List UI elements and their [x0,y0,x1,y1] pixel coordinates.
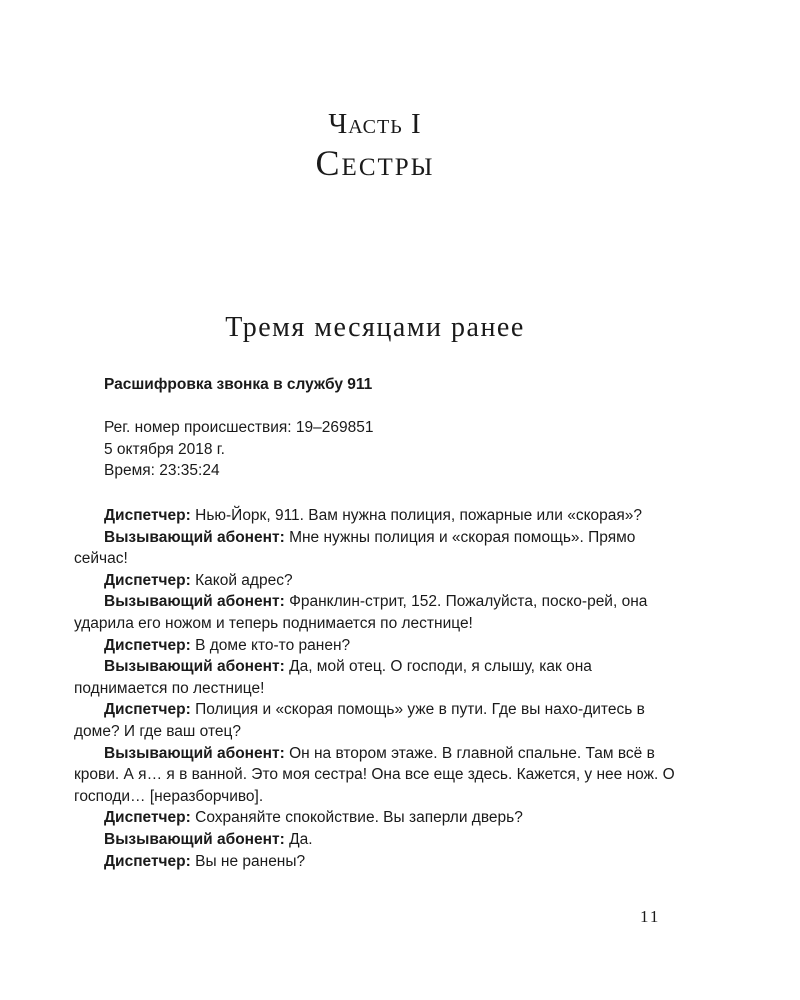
speaker: Вызывающий абонент: [104,830,285,848]
speaker: Вызывающий абонент: [104,593,285,611]
utterance: Мне нужны полиция и «скорая помощь». Прямо сейчас! [74,528,636,568]
incident-number: Рег. номер происшествия: 19–269851 [104,419,374,436]
transcript-meta [74,417,710,482]
utterance: Франклин-стрит, 152. Пожалуйста, поско-рей, она ударила его ножом и теперь поднимается по лестнице! [74,593,648,632]
part-label: Часть I [328,108,422,140]
speaker: Диспетчер: [104,809,191,827]
dialog-line [74,527,680,570]
part-title: Сестры [315,143,435,183]
dialog-line [74,570,680,592]
speaker: Диспетчер: [104,636,191,654]
speaker: Вызывающий абонент: [104,744,285,762]
page-number: 11 [640,907,661,926]
utterance: Полиция и «скорая помощь» уже в пути. Где вы нахо-дитесь в доме? И где ваш отец? [74,701,645,740]
dialog-line [74,635,680,657]
dialog-line [74,591,680,634]
speaker: Диспетчер: [104,852,191,870]
speaker: Диспетчер: [104,701,191,719]
utterance: Да, мой отец. О господи, я слышу, как она поднимается по лестнице! [74,658,592,697]
dialog-line [74,807,680,829]
utterance: Нью-Йорк, 911. Вам нужна полиция, пожарные или «скорая»? [190,507,643,524]
speaker: Диспетчер: [104,571,191,589]
speaker: Вызывающий абонент: [104,658,285,676]
utterance: Да. [284,830,313,848]
utterance: Сохраняйте спокойствие. Вы заперли дверь? [190,809,523,827]
speaker: Вызывающий абонент: [104,528,285,546]
dialog-line [74,851,680,873]
utterance: Вы не ранены? [190,852,306,870]
call-date: 5 октября 2018 г. [104,440,225,458]
dialog-line [74,699,680,742]
call-time: Время: 23:35:24 [104,462,220,480]
utterance: В доме кто-то ранен? [190,636,351,654]
dialog-line [74,829,680,851]
transcript-dialog [74,505,680,872]
utterance: Он на втором этаже. В главной спальне. Там всё в крови. А я… я в ванной. Это моя сестра! Она все еще здесь. Кажется, у нее нож. О господи… [неразборчиво]. [74,744,675,805]
chapter-title: Тремя месяцами ранее [225,312,525,343]
transcript-heading: Расшифровка звонка в службу 911 [104,376,373,393]
utterance: Какой адрес? [190,571,293,589]
speaker: Диспетчер: [104,507,191,524]
dialog-line [74,743,680,808]
dialog-line [74,656,680,699]
dialog-line [74,505,680,527]
